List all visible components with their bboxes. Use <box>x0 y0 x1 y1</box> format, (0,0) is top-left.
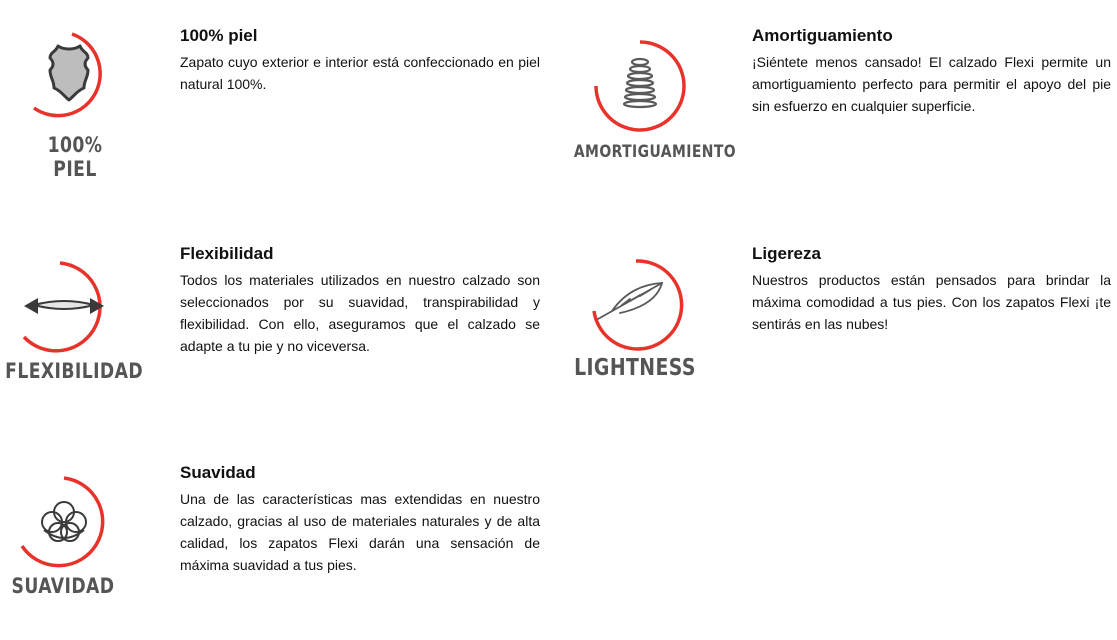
suavidad-caption: SUAVIDAD <box>11 574 115 598</box>
ligereza-badge <box>560 255 710 425</box>
feather-icon <box>598 283 662 319</box>
suavidad-title: Suavidad <box>180 463 256 482</box>
leather-hide-icon <box>50 46 88 100</box>
flex-arrows-icon <box>24 298 104 314</box>
cotton-flower-icon <box>42 502 86 541</box>
feature-piel <box>0 0 560 215</box>
amortiguamiento-caption: AMORTIGUAMIENTO <box>573 142 737 162</box>
flexibilidad-text <box>180 243 540 357</box>
ligereza-description: Nuestros productos están pensados para brindar la máxima comodidad a tus pies. Con los zapatos Flexi ¡te sentirás en las nubes! <box>752 272 1111 332</box>
piel-title: 100% piel <box>180 26 258 45</box>
ligereza-caption: LIGHTNESS <box>574 355 696 381</box>
feature-ligereza <box>560 215 1117 430</box>
amortiguamiento-badge <box>560 38 737 208</box>
amortiguamiento-description: ¡Siéntete menos cansado! El calzado Flexi permite un amortiguamiento perfecto para permitir el apoyo del pie sin esfuerzo en cualquier superficie. <box>752 54 1111 114</box>
flexibilidad-badge <box>0 255 150 425</box>
circle-badge <box>560 38 710 138</box>
circle-badge <box>0 18 150 128</box>
circle-badge <box>560 255 710 355</box>
flexibilidad-description: Todos los materiales utilizados en nuestro calzado son seleccionados por su suavidad, transpirabilidad y flexibilidad. Con ello, aseguramos que el calzado se adapte a tu pie y no viceversa. <box>180 272 540 354</box>
suavidad-badge <box>0 470 150 640</box>
flexibilidad-caption: FLEXIBILIDAD <box>5 359 144 383</box>
feature-suavidad <box>0 430 560 637</box>
ligereza-title: Ligereza <box>752 244 821 263</box>
spring-icon <box>624 59 656 107</box>
feature-flexibilidad <box>0 215 560 430</box>
amortiguamiento-title: Amortiguamiento <box>752 26 893 45</box>
piel-badge <box>0 18 150 188</box>
piel-text <box>180 25 540 95</box>
suavidad-text <box>180 462 540 576</box>
circle-badge <box>0 255 150 365</box>
piel-caption-line2: PIEL <box>53 157 97 181</box>
piel-caption-line1: 100% <box>47 133 103 157</box>
suavidad-description: Una de las características mas extendidas en nuestro calzado, gracias al uso de materiales naturales y de alta calidad, los zapatos Flexi darán una sensación de máxima suavidad a tus pies. <box>180 491 540 573</box>
circle-badge <box>0 470 150 580</box>
amortiguamiento-text <box>752 25 1111 117</box>
piel-description: Zapato cuyo exterior e interior está confeccionado en piel natural 100%. <box>180 54 540 92</box>
feature-amortiguamiento <box>560 0 1117 215</box>
ligereza-text <box>752 243 1111 335</box>
flexibilidad-title: Flexibilidad <box>180 244 274 263</box>
